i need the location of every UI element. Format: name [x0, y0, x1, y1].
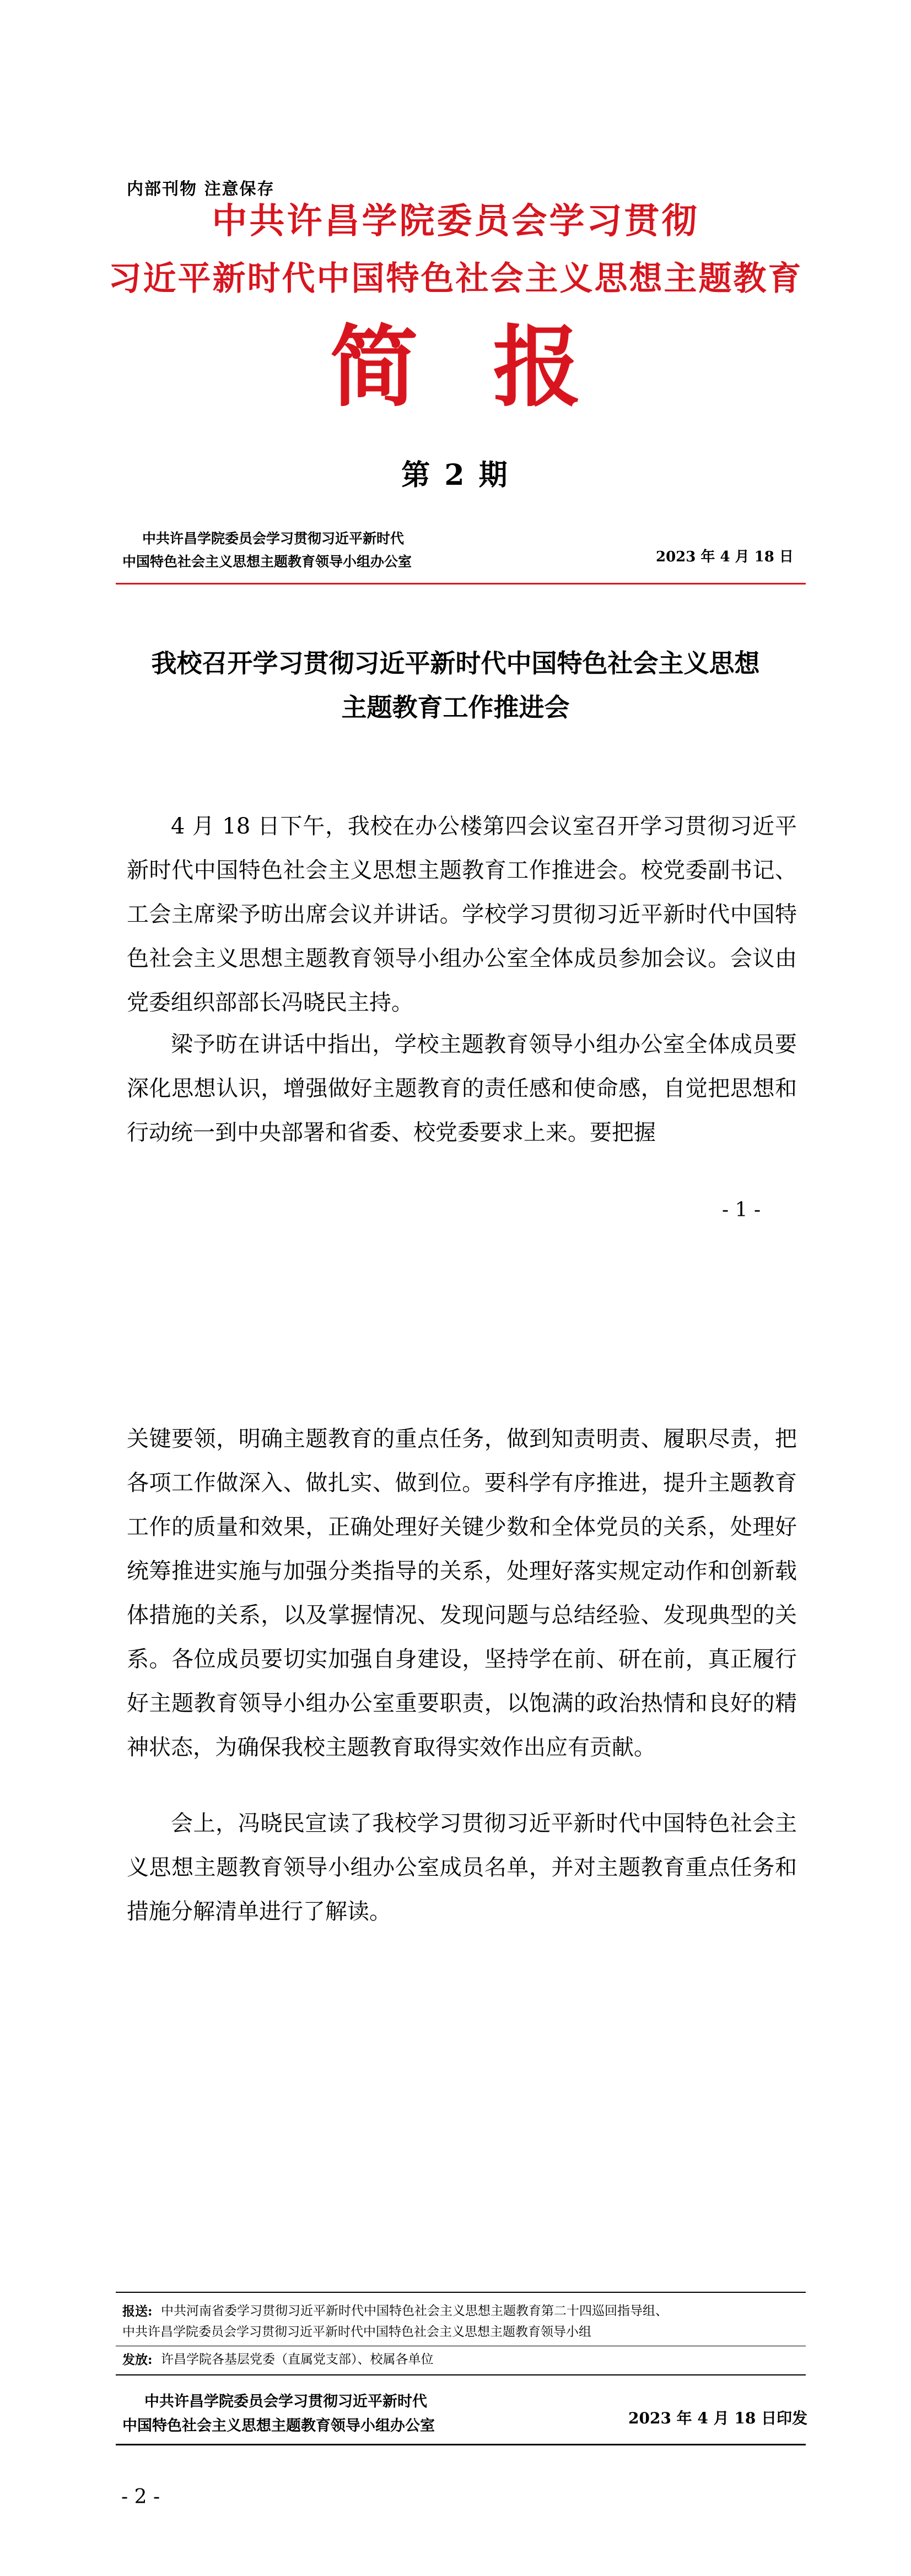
issuer-line-2: 中国特色社会主义思想主题教育领导小组办公室: [122, 554, 412, 570]
article-paragraph-2-part-1: 梁予昉在讲话中指出，学校主题教育领导小组办公室全体成员要深化思想认识，增强做好主题教育的责任感和使命感，自觉把思想和行动统一到中央部署和省委、校党委要求上来。要把握: [127, 1032, 797, 1145]
masthead-theme: 习近平新时代中国特色社会主义思想主题教育: [108, 259, 803, 298]
report-to-label: 报送:: [122, 2304, 153, 2319]
article-paragraph-2-part-2: 关键要领，明确主题教育的重点任务，做到知责明责、履职尽责，把各项工作做深入、做扎实、做到位。要科学有序推进，提升主题教育工作的质量和效果，正确处理好关键少数和全体党员的关系，处理好统筹推进实施与加强分类指导的关系，处理好落实规定动作和创新载体措施的关系，以及掌握情况、发现问题与总结经验、发现典型的关系。各位成员要切实加强自身建设，坚持学在前、研在前，真正履行好主题教育领导小组办公室重要职责，以饱满的政治热情和良好的精神状态，为确保我校主题教育取得实效作出应有贡献。: [127, 1426, 797, 1760]
report-to-text-2: 中共许昌学院委员会学习贯彻习近平新时代中国特色社会主义思想主题教育领导小组: [122, 2325, 591, 2339]
footer-divider-bottom: [116, 2374, 806, 2375]
masthead-organization: 中共许昌学院委员会学习贯彻: [212, 201, 699, 242]
footer-divider-top: [116, 2292, 806, 2293]
print-date: 2023 年 4 月 18 日印发: [628, 2409, 808, 2427]
article-title-line-1: 我校召开学习贯彻习近平新时代中国特色社会主义思想: [151, 648, 760, 678]
issuer-line-1: 中共许昌学院委员会学习贯彻习近平新时代: [142, 531, 405, 546]
page-number: - 2 -: [121, 2486, 160, 2508]
issue-number: 第 2 期: [401, 458, 510, 492]
footer-divider-end: [116, 2444, 806, 2445]
distribution-label: 发放:: [122, 2352, 153, 2367]
report-to-text-1: 中共河南省委学习贯彻习近平新时代中国特色社会主义思想主题教育第二十四巡回指导组、: [161, 2304, 668, 2318]
internal-publication-notice: 内部刊物 注意保存: [127, 180, 275, 199]
issue-date: 2023 年 4 月 18 日: [656, 549, 794, 565]
footer-issuer-line-2: 中国特色社会主义思想主题教育领导小组办公室: [122, 2417, 435, 2434]
page-number: - 1 -: [722, 1199, 761, 1221]
distribution-text: 许昌学院各基层党委（直属党支部）、校属各单位: [161, 2352, 434, 2367]
bulletin-title: 简 报: [330, 315, 603, 419]
footer-issuer-line-1: 中共许昌学院委员会学习贯彻习近平新时代: [144, 2393, 427, 2410]
article-paragraph-3: 会上，冯晓民宣读了我校学习贯彻习近平新时代中国特色社会主义思想主题教育领导小组办公室成员名单，并对主题教育重点任务和措施分解清单进行了解读。: [127, 1811, 797, 1924]
header-divider: [116, 583, 806, 585]
article-title-line-2: 主题教育工作推进会: [341, 692, 570, 722]
article-paragraph-1: 4 月 18 日下午，我校在办公楼第四会议室召开学习贯彻习近平新时代中国特色社会主义思想主题教育工作推进会。校党委副书记、工会主席梁予昉出席会议并讲话。学校学习贯彻习近平新时代中国特色社会主义思想主题教育领导小组办公室全体成员参加会议。会议由党委组织部部长冯晓民主持。: [127, 814, 797, 1015]
